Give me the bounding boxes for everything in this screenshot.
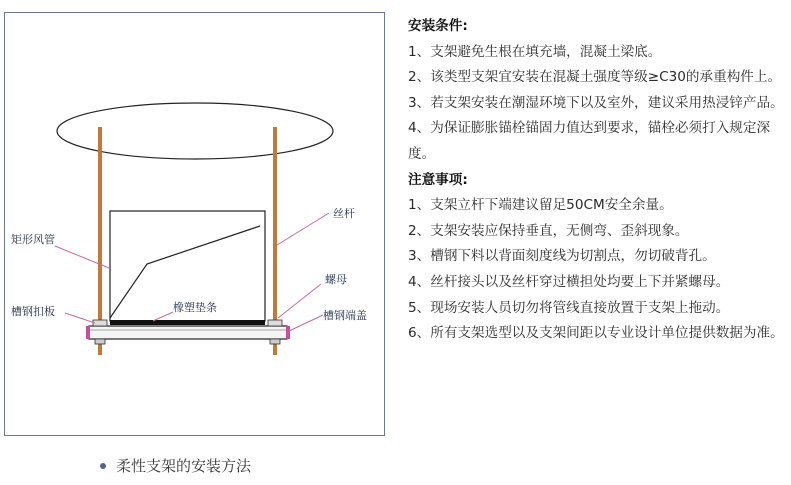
install-text-column: [408, 14, 788, 347]
pointer-nut: [278, 284, 321, 318]
nut-bottom-left: [95, 339, 105, 344]
install-condition-item: 4、为保证膨胀锚栓锚固力值达到要求，锚栓必须打入规定深度。: [408, 120, 771, 162]
nut-bottom-right: [270, 339, 280, 344]
label-rubber-pad: 橡塑垫条: [173, 301, 217, 314]
support-diagram-frame: [4, 12, 385, 436]
pointer-threaded-rod: [277, 213, 329, 245]
figure-caption-text: 柔性支架的安装方法: [116, 457, 252, 475]
label-nut: 螺母: [325, 273, 347, 286]
bullet-dot-icon: [100, 463, 106, 469]
label-rect-duct: 矩形风管: [11, 233, 55, 246]
note-item: 1、支架立杆下端建议留足50CM安全余量。: [408, 197, 673, 214]
channel-clip-right: [268, 320, 282, 326]
pointer-channel-clip: [65, 313, 95, 323]
channel-steel-crossbar: [89, 326, 287, 339]
label-threaded-rod: 丝杆: [333, 207, 355, 220]
rubber-pad-strip: [110, 320, 265, 325]
channel-clip-left: [93, 320, 107, 326]
channel-end-cap-right: [286, 326, 290, 339]
channel-end-cap-left: [86, 326, 90, 339]
note-item: 3、槽钢下料以背面刻度线为切割点，勿切破背孔。: [408, 248, 716, 265]
note-item: 2、支架安装应保持垂直，无侧弯、歪斜现象。: [408, 222, 689, 239]
note-item: 4、丝杆接头以及丝杆穿过横担处均要上下并紧螺母。: [408, 273, 730, 290]
install-condition-item: 2、该类型支架宜安装在混凝土强度等级≥C30的承重构件上。: [408, 69, 782, 86]
pointer-end-cap: [289, 315, 323, 331]
notes-heading: 注意事项:: [408, 171, 468, 188]
install-condition-item: 3、若支架安装在潮湿环境下以及室外，建议采用热浸锌产品。: [408, 94, 784, 111]
label-channel-end-cap: 槽钢端盖: [323, 309, 367, 322]
label-channel-clip: 槽钢扣板: [11, 305, 55, 318]
support-diagram: [5, 13, 386, 437]
install-conditions-heading: 安装条件:: [408, 18, 468, 34]
install-condition-item: 1、支架避免生根在填充墙，混凝土梁底。: [408, 43, 662, 60]
figure-caption: [100, 455, 251, 476]
note-item: 6、所有支架选型以及支架间距以专业设计单位提供数据为准。: [408, 325, 784, 342]
note-item: 5、现场安装人员切勿将管线直接放置于支架上拖动。: [408, 299, 730, 316]
